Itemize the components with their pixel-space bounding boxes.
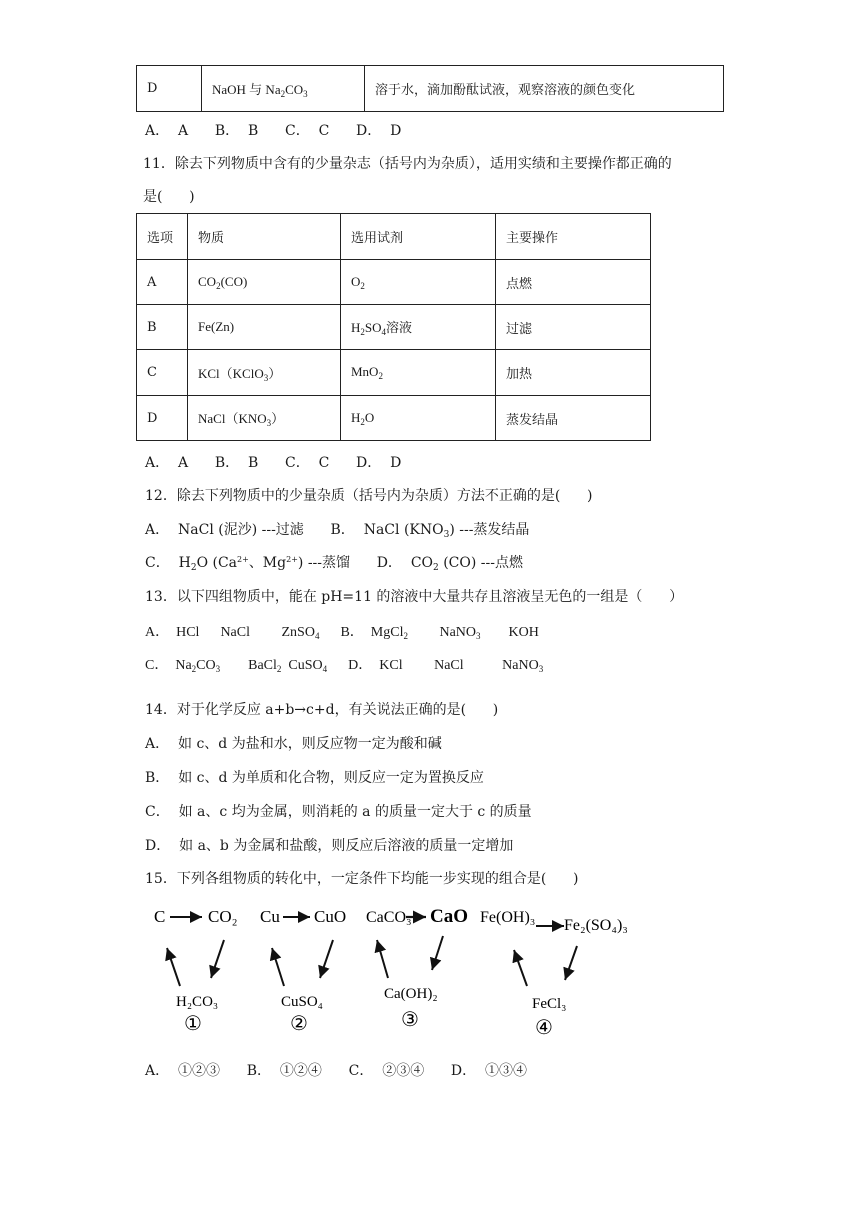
diagram-left-formula: C xyxy=(154,907,166,926)
q11-table xyxy=(136,213,651,441)
diagram-number-label: ③ xyxy=(401,1009,419,1031)
q11-header-row xyxy=(137,214,651,260)
q11-row-option: B xyxy=(137,305,188,350)
q11-row-reagent: MnO$_2$ xyxy=(341,350,496,396)
q13-options-ab: A． HCl NaCl ZnSO$_4$ B． MgCl$_2$ NaNO$_3$ KOH xyxy=(145,625,539,641)
q10-choices: A． A B． B C． C D． D xyxy=(145,123,402,139)
q14-option-b: B． 如 c、d 为单质和化合物，则反应一定为置换反应 xyxy=(145,770,484,786)
table-row xyxy=(137,350,651,396)
q11-header-substance: 物质 xyxy=(188,214,341,260)
q11-row-substance: $CO_2(CO)$ xyxy=(188,260,341,305)
q11-row-operation: 过滤 xyxy=(496,305,651,350)
q10-row-option: D xyxy=(137,66,202,112)
diagram-number-label: ② xyxy=(290,1013,308,1035)
diagram-right-formula: CuO xyxy=(314,907,347,926)
q11-row-operation: 蒸发结晶 xyxy=(496,396,651,441)
q15-diagram-4 xyxy=(480,909,628,1039)
q13-options-cd: C． $Na_2CO_3$ BaCl$_2$ CuSO$_4$ D． KCl NaCl NaNO$_3$ xyxy=(145,658,544,674)
q11-row-option: A xyxy=(137,260,188,305)
table-row xyxy=(137,396,651,441)
diagram-number-label: ① xyxy=(184,1013,202,1035)
q12-options-cd: C． $H_2O$ ($Ca^{2+}$、$Mg^{2+}$) ---蒸馏 D． $CO_2$ (CO) ---点燃 xyxy=(145,555,523,573)
q11-header-reagent: 选用试剂 xyxy=(341,214,496,260)
q11-stem-line2: 是( ) xyxy=(143,189,195,205)
q14-option-c: C． 如 a、c 均为金属，则消耗的 a 的质量一定大于 c 的质量 xyxy=(145,804,532,820)
q11-row-operation: 加热 xyxy=(496,350,651,396)
q11-header-option: 选项 xyxy=(137,214,188,260)
q11-stem-line1: 11．除去下列物质中含有的少量杂志（括号内为杂质），适用实绩和主要操作都正确的 xyxy=(143,156,672,172)
table-row xyxy=(137,305,651,350)
q10-table xyxy=(136,65,724,112)
q11-row-reagent: $O_2$ xyxy=(341,260,496,305)
diagram-bottom-formula: Ca(OH)₂ xyxy=(384,986,438,1002)
diagram-right-formula: Fe₂(SO₄)₃ xyxy=(564,917,628,934)
q10-row-substances: NaOH 与 $Na_2CO_3$ xyxy=(202,66,365,112)
q12-options-ab: A． NaCl (泥沙) ---过滤 B． NaCl $(KNO_3)$ ---蒸发结晶 xyxy=(145,522,530,540)
q10-row-method: 溶于水，滴加酚酞试液，观察溶液的颜色变化 xyxy=(365,66,724,112)
diagram-left-formula: Cu xyxy=(260,907,280,926)
q15-diagram-2 xyxy=(260,907,346,1035)
q11-row-substance: KCl（KClO$_3$） xyxy=(188,350,341,396)
diagram-right-formula: CO₂ xyxy=(208,907,238,926)
q14-option-a: A． 如 c、d 为盐和水，则反应物一定为酸和碱 xyxy=(145,736,442,752)
q11-row-option: D xyxy=(137,396,188,441)
q15-diagram-1 xyxy=(154,907,238,1035)
q14-option-d: D． 如 a、b 为金属和盐酸，则反应后溶液的质量一定增加 xyxy=(145,838,514,854)
diagram-left-formula: Fe(OH)₃ xyxy=(480,909,536,926)
q11-row-operation: 点燃 xyxy=(496,260,651,305)
diagram-bottom-formula: CuSO₄ xyxy=(281,994,323,1010)
q11-row-reagent: $H_2SO_4$溶液 xyxy=(341,305,496,350)
diagram-right-formula: CaO xyxy=(430,906,468,927)
table-row xyxy=(137,260,651,305)
q13-stem: 13．以下四组物质中，能在 pH=11 的溶液中大量共存且溶液呈无色的一组是（ ） xyxy=(145,589,684,605)
q11-row-substance: $NaCl(KNO_3)$ xyxy=(188,396,341,441)
q15-choices: A． ①②③ B． ①②④ C． ②③④ D． ①③④ xyxy=(145,1063,528,1079)
q11-header-operation: 主要操作 xyxy=(496,214,651,260)
diagram-bottom-formula: H₂CO₃ xyxy=(176,994,219,1010)
q12-stem: 12．除去下列物质中的少量杂质（括号内为杂质）方法不正确的是( ) xyxy=(145,488,593,504)
q11-row-reagent: $H_2O$ xyxy=(341,396,496,441)
diagram-bottom-formula: FeCl₃ xyxy=(532,996,567,1012)
q15-stem: 15．下列各组物质的转化中，一定条件下均能一步实现的组合是( ) xyxy=(145,871,579,887)
diagram-number-label: ④ xyxy=(535,1017,553,1039)
q11-choices: A． A B． B C． C D． D xyxy=(145,455,402,471)
q15-diagram-figure xyxy=(140,898,640,1048)
q14-stem: 14．对于化学反应 a+b→c+d，有关说法正确的是( ) xyxy=(145,702,499,718)
diagram-left-formula: CaCO₃ xyxy=(366,909,412,926)
q11-row-substance: Fe(Zn) xyxy=(188,305,341,350)
q11-row-option: C xyxy=(137,350,188,396)
q15-diagram-3 xyxy=(366,906,468,1031)
